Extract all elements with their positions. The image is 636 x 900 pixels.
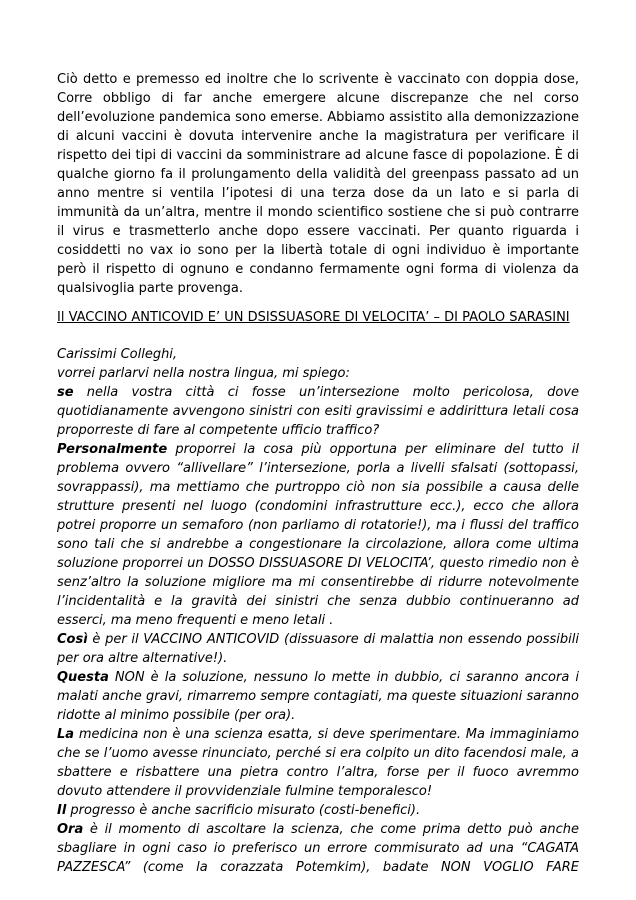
article-heading: Il VACCINO ANTICOVID E’ UN DSISSUASORE DI VELOCITA’ – DI PAOLO SARASINI: [57, 310, 570, 325]
paragraph-text: NON è la soluzione, nessuno lo mette in dubbio, ci saranno ancora i malati anche gravi, rimarremo sempre contagiati, ma queste situazioni saranno ridotte al minimo possibile (per ora).: [57, 670, 579, 723]
paragraph-text: nella vostra città ci fosse un’intersezione molto pericolosa, dove quotidianamente avvengono sinistri con esiti gravissimi e addirittura letali cosa proporreste di fare al competente ufficio traffico?: [57, 385, 579, 438]
paragraph-text: proporrei la cosa più opportuna per eliminare del tutto il problema ovvero “allivellare” l’intersezione, porla a livelli sfalsati (sottopassi, sovrappassi), ma mettiamo che purtroppo ciò non sia possibile a causa delle strutture presenti nel luogo (condomini infrastrutture ecc.), ecco che allora potrei proporre un semaforo (non parliamo di rotatorie!), ma i flussi del traffico sono tali che si andrebbe a congestionare la circolazione, allora come ultima soluzione proporrei un DOSSO DISSUASORE DI VELOCITA’, questo rimedio non è senz’altro la soluzione migliore ma mi consentirebbe di ridurre notevolmente l’incidentalità e la gravità dei sinistri che senza dubbio continueranno ad esserci, ma meno frequenti e meno letali .: [57, 442, 579, 628]
paragraph-text: è il momento di ascoltare la scienza, che come prima detto può anche sbagliare in ogni caso io preferisco un errore commisurato ad una “CAGATA PAZZESCA” (come la corazzata Potemkim), badate NON VOGLIO FARE: [57, 822, 579, 875]
letter-paragraph: [57, 668, 579, 725]
paragraph-lead: La: [57, 727, 75, 742]
salutation-line: Carissimi Colleghi,: [57, 347, 178, 362]
paragraph-lead: se: [57, 385, 74, 400]
paragraph-lead: Questa: [57, 670, 109, 685]
letter-paragraph: [57, 801, 579, 820]
letter-paragraph: [57, 725, 579, 801]
letter-paragraph: [57, 440, 579, 630]
letter-paragraph: [57, 383, 579, 440]
document-content: [57, 70, 579, 877]
letter-paragraph: [57, 630, 579, 668]
paragraph-text: progresso è anche sacrificio misurato (costi-benefici).: [66, 803, 421, 818]
letter-body: [57, 345, 579, 877]
letter-paragraph: [57, 820, 579, 877]
paragraph-text: è per il VACCINO ANTICOVID (dissuasore di malattia non essendo possibili per ora altre alternative!).: [57, 632, 579, 666]
salutation-line: vorrei parlarvi nella nostra lingua, mi spiego:: [57, 366, 350, 381]
paragraph-text: medicina non è una scienza esatta, si deve sperimentare. Ma immaginiamo che se l’uomo avesse rinunciato, perché si era colpito un dito facendosi male, a sbattere e risbattere una pietra contro l’altra, forse per il fuoco avremmo dovuto attendere il provvidenziale fulmine temporalesco!: [57, 727, 579, 799]
paragraph-lead: Personalmente: [57, 442, 168, 457]
paragraph-lead: Ora: [57, 822, 84, 837]
paragraph-lead: Così: [57, 632, 88, 647]
intro-paragraph: Ciò detto e premesso ed inoltre che lo scrivente è vaccinato con doppia dose, Corre obbligo di far anche emergere alcune discrepanze che nel corso dell’evoluzione pandemica sono emerse. Abbiamo assistito alla demonizzazione di alcuni vaccini è dovuta intervenire anche la magistratura per verificare il rispetto dei tipi di vaccini da somministrare ad alcune fasce di popolazione. È di qualche giorno fa il prolungamento della validità del greenpass passato ad un anno mentre si ventila l’ipotesi di una terza dose da un lato e si parla di immunità da un’altra, mentre il mondo scientifico sostiene che si può contrarre il virus e trasmetterlo anche dopo essere vaccinati. Per quanto riguarda i cosiddetti no vax io sono per la libertà totale di ogni individuo è importante però il rispetto di ognuno e condanno fermamente ogni forma di violenza da qualsivoglia parte provenga.: [57, 72, 579, 296]
paragraph-lead: Il: [57, 803, 67, 818]
